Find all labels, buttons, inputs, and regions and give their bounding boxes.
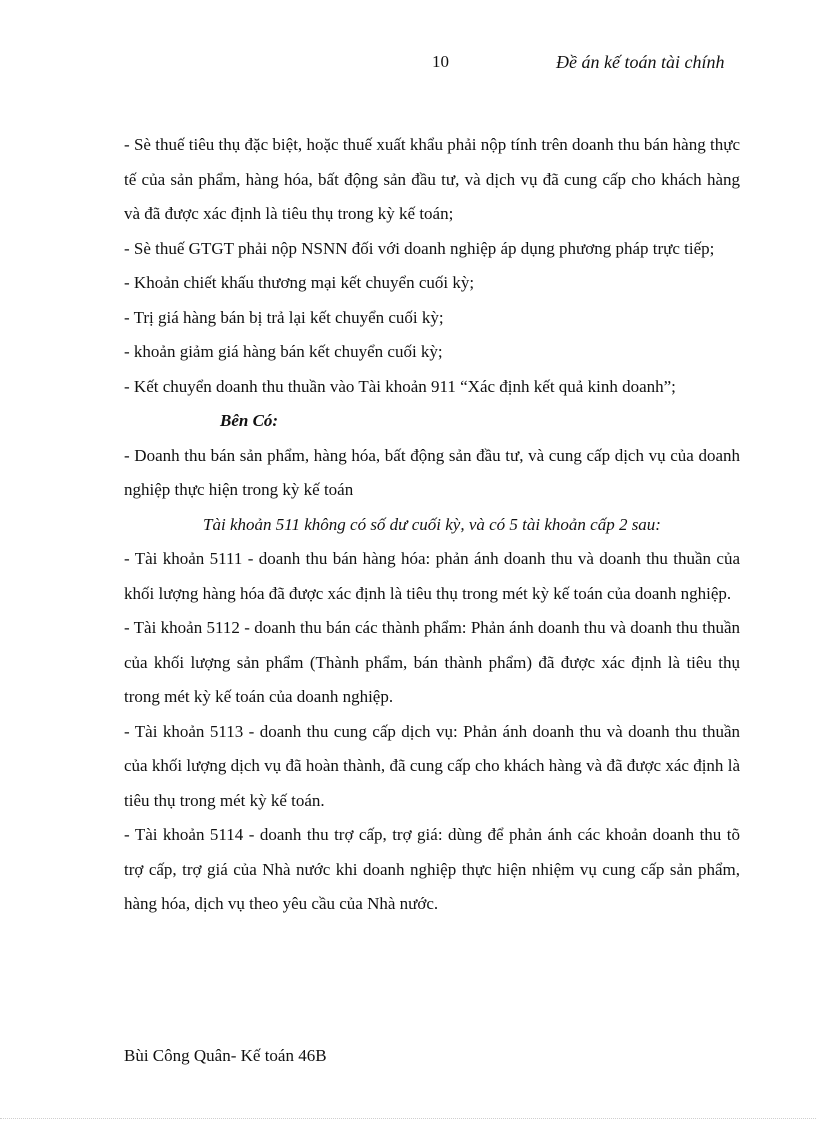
debit-item-trade-discount: - Khoản chiết khấu thương mại kết chuyển cuối kỳ;: [124, 273, 475, 292]
page-number: 10: [432, 52, 449, 71]
debit-item-special-tax: - Sè thuế tiêu thụ đặc biệt, hoặc thuế xuất khẩu phải nộp tính trên doanh thu bán hàng thực tế của sản phẩm, hàng hóa, bất động sản đầu tư, và dịch vụ đã cung cấp cho khách hàng và đã được xác định là tiêu thụ trong kỳ kế toán;: [124, 135, 740, 223]
sub-account-5111: - Tài khoản 5111 - doanh thu bán hàng hóa: phản ánh doanh thu và doanh thu thuần của khối lượng hàng hóa đã được xác định là tiêu thụ trong mét kỳ kế toán của doanh nghiệp.: [124, 549, 740, 603]
header-title: Đề án kế toán tài chính: [556, 52, 725, 72]
debit-item-transfer-911: - Kết chuyển doanh thu thuần vào Tài khoản 911 “Xác định kết quả kinh doanh”;: [124, 376, 676, 396]
sub-account-5113: - Tài khoản 5113 - doanh thu cung cấp dịch vụ: Phản ánh doanh thu và doanh thu thuần của khối lượng dịch vụ đã hoàn thành, đã cung cấp cho khách hàng và đã được xác định là tiêu thụ trong mét kỳ kế toán.: [124, 721, 740, 810]
credit-side-heading: Bên Có:: [220, 411, 279, 430]
debit-item-vat: - Sè thuế GTGT phải nộp NSNN đối với doanh nghiệp áp dụng phương pháp trực tiếp;: [124, 238, 715, 258]
document-body: [124, 128, 740, 922]
page-bottom-edge: [0, 1118, 816, 1119]
debit-item-sales-allowance: - khoản giảm giá hàng bán kết chuyển cuối kỳ;: [124, 342, 443, 361]
sub-account-5114: - Tài khoản 5114 - doanh thu trợ cấp, trợ giá: dùng để phản ánh các khoản doanh thu tõ trợ cấp, trợ giá của Nhà nước khi doanh nghiệp thực hiện nhiệm vụ cung cấp sản phẩm, hàng hóa, dịch vụ theo yêu cầu của Nhà nước.: [124, 825, 740, 913]
sub-account-5112: - Tài khoản 5112 - doanh thu bán các thành phẩm: Phản ánh doanh thu và doanh thu thuần của khối lượng sản phẩm (Thành phẩm, bán thành phẩm) đã được xác định là tiêu thụ trong mét kỳ kế toán của doanh nghiệp.: [124, 618, 740, 706]
account-511-note: Tài khoản 511 không có số dư cuối kỳ, và có 5 tài khoản cấp 2 sau:: [203, 514, 661, 534]
debit-item-sales-returns: - Trị giá hàng bán bị trả lại kết chuyển cuối kỳ;: [124, 307, 444, 327]
credit-item-revenue: - Doanh thu bán sản phẩm, hàng hóa, bất động sản đầu tư, và cung cấp dịch vụ của doanh nghiệp thực hiện trong kỳ kế toán: [124, 445, 740, 499]
footer-author: Bùi Công Quân- Kế toán 46B: [124, 1046, 327, 1065]
